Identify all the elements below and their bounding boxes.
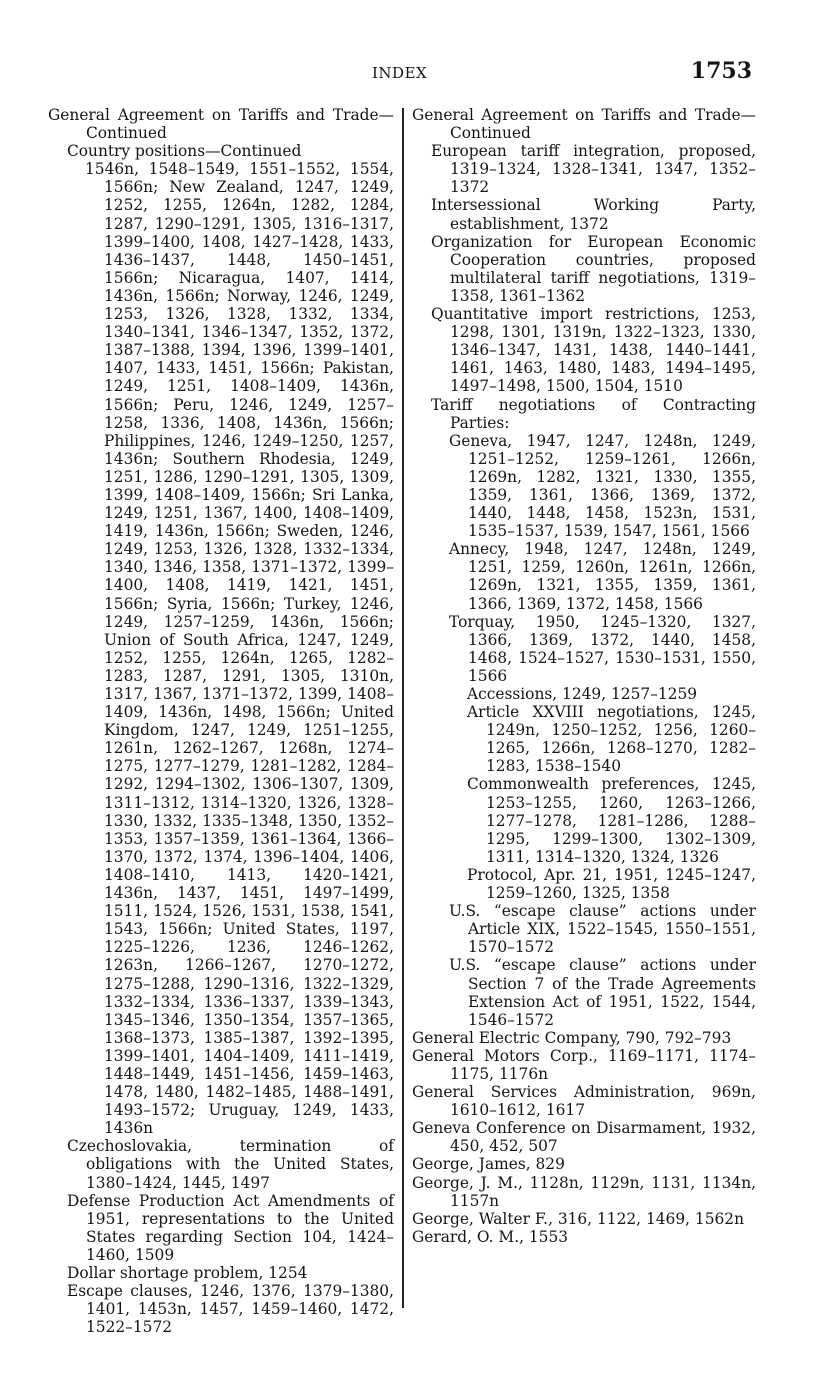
index-entry: George, Walter F., 316, 1122, 1469, 1562n: [412, 1209, 744, 1228]
index-subentry: Organization for European Economic Cooperation countries, proposed multilateral tariff negotiations, 1319–1358, 1361–1362: [431, 232, 756, 305]
index-subentry: European tariff integration, proposed, 1319–1324, 1328–1341, 1347, 1352–1372: [431, 142, 756, 197]
page-number: 1753: [690, 58, 752, 84]
page-title: INDEX: [372, 64, 428, 82]
index-entry: General Agreement on Tariffs and Trade—Continued: [412, 106, 756, 143]
index-subentry: Country positions—Continued: [67, 142, 302, 161]
index-entry: Geneva Conference on Disarmament, 1932, 450, 452, 507: [412, 1119, 756, 1156]
index-subentry: Article XXVIII negotiations, 1245, 1249n, 1250–1252, 1256, 1260–1265, 1266n, 1268–1270, 1282–1283, 1538–1540: [467, 703, 756, 776]
index-subentry: U.S. “escape clause” actions under Article XIX, 1522–1545, 1550–1551, 1570–1572: [449, 902, 756, 957]
column-divider: [402, 108, 404, 1308]
index-subentry: Defense Production Act Amendments of 1951, representations to the United States regarding Section 104, 1424–1460, 1509: [67, 1191, 394, 1264]
index-subentry: Intersessional Working Party, establishment, 1372: [431, 196, 756, 233]
index-entry: George, James, 829: [412, 1155, 565, 1174]
index-entry: General Agreement on Tariffs and Trade—Continued: [48, 106, 394, 143]
index-subentry: 1546n, 1548–1549, 1551–1552, 1554, 1566n; New Zealand, 1247, 1249, 1252, 1255, 1264n, 1282, 1284, 1287, 1290–1291, 1305, 1316–1317, 1399–1400, 1408, 1427–1428, 1433, 1436–1437, 1448, 1450–1451, 1566n; Nicaragua, 1407, 1414, 1436n, 1566n; Norway, 1246, 1249, 1253, 1326, 1328, 1332, 1334, 1340–1341, 1346–1347, 1352, 1372, 1387–1388, 1394, 1396, 1399–1401, 1407, 1433, 1451, 1566n; Pakistan, 1249, 1251, 1408–1409, 1436n, 1566n; Peru, 1246, 1249, 1257–1258, 1336, 1408, 1436n, 1566n; Philippines, 1246, 1249–1250, 1257, 1436n; Southern Rhodesia, 1249, 1251, 1286, 1290–1291, 1305, 1309, 1399, 1408–1409, 1566n; Sri Lanka, 1249, 1251, 1367, 1400, 1408–1409, 1419, 1436n, 1566n; Sweden, 1246, 1249, 1253, 1326, 1328, 1332–1334, 1340, 1346, 1358, 1371–1372, 1399–1400, 1408, 1419, 1421, 1451, 1566n; Syria, 1566n; Turkey, 1246, 1249, 1257–1259, 1436n, 1566n; Union of South Africa, 1247, 1249, 1252, 1255, 1264n, 1265, 1282–1283, 1287, 1291, 1305, 1310n, 1317, 1367, 1371–1372, 1399, 1408–1409, 1436n, 1498, 1566n; United Kingdom, 1247, 1249, 1251–1255, 1261n, 1262–1267, 1268n, 1274–1275, 1277–1279, 1281–1282, 1284–1292, 1294–1302, 1306–1307, 1309, 1311–1312, 1314–1320, 1326, 1328–1330, 1332, 1335–1348, 1350, 1352–1353, 1357–1359, 1361–1364, 1366–1370, 1372, 1374, 1396–1404, 1406, 1408–1410, 1413, 1420–1421, 1436n, 1437, 1451, 1497–1499, 1511, 1524, 1526, 1531, 1538, 1541, 1543, 1566n; United States, 1197, 1225–1226, 1236, 1246–1262, 1263n, 1266–1267, 1270–1272, 1275–1288, 1290–1316, 1322–1329, 1332–1334, 1336–1337, 1339–1343, 1345–1346, 1350–1354, 1357–1365, 1368–1373, 1385–1387, 1392–1395, 1399–1401, 1404–1409, 1411–1419, 1448–1449, 1451–1456, 1459–1463, 1478, 1480, 1482–1485, 1488–1491, 1493–1572; Uruguay, 1249, 1433, 1436n: [85, 160, 394, 1138]
page-header: [0, 58, 838, 88]
index-subentry: Czechoslovakia, termination of obligations with the United States, 1380–1424, 1445, 1497: [67, 1137, 394, 1192]
index-subentry: Torquay, 1950, 1245–1320, 1327, 1366, 1369, 1372, 1440, 1458, 1468, 1524–1527, 1530–1531, 1550, 1566: [449, 612, 756, 685]
index-subentry: Escape clauses, 1246, 1376, 1379–1380, 1401, 1453n, 1457, 1459–1460, 1472, 1522–1572: [67, 1282, 394, 1337]
index-column-right: [412, 106, 756, 1246]
index-subentry: Accessions, 1249, 1257–1259: [467, 685, 698, 703]
index-entry: George, J. M., 1128n, 1129n, 1131, 1134n, 1157n: [412, 1173, 756, 1210]
index-entry: General Electric Company, 790, 792–793: [412, 1028, 732, 1047]
index-subentry: Commonwealth preferences, 1245, 1253–1255, 1260, 1263–1266, 1277–1278, 1281–1286, 1288–1295, 1299–1300, 1302–1309, 1311, 1314–1320, 1324, 1326: [467, 775, 756, 866]
index-entry: General Services Administration, 969n, 1610–1612, 1617: [412, 1083, 756, 1120]
index-subentry: Tariff negotiations of Contracting Parties:: [431, 395, 756, 432]
index-subentry: Quantitative import restrictions, 1253, 1298, 1301, 1319n, 1322–1323, 1330, 1346–1347, 1431, 1438, 1440–1441, 1461, 1463, 1480, 1483, 1494–1495, 1497–1498, 1500, 1504, 1510: [431, 305, 756, 396]
index-subentry: U.S. “escape clause” actions under Section 7 of the Trade Agreements Extension Act of 1951, 1522, 1544, 1546–1572: [449, 956, 756, 1029]
index-subentry: Dollar shortage problem, 1254: [67, 1264, 308, 1282]
index-column-left: [48, 106, 394, 1336]
index-subentry: Protocol, Apr. 21, 1951, 1245–1247, 1259–1260, 1325, 1358: [467, 865, 756, 903]
index-subentry: Geneva, 1947, 1247, 1248n, 1249, 1251–1252, 1259–1261, 1266n, 1269n, 1282, 1321, 1330, 1355, 1359, 1361, 1366, 1369, 1372, 1440, 1448, 1458, 1523n, 1531, 1535–1537, 1539, 1547, 1561, 1566: [449, 431, 756, 541]
index-entry: Gerard, O. M., 1553: [412, 1227, 569, 1246]
index-subentry: Annecy, 1948, 1247, 1248n, 1249, 1251, 1259, 1260n, 1261n, 1266n, 1269n, 1321, 1355, 1359, 1361, 1366, 1369, 1372, 1458, 1566: [449, 540, 756, 613]
index-entry: General Motors Corp., 1169–1171, 1174–1175, 1176n: [412, 1046, 756, 1083]
